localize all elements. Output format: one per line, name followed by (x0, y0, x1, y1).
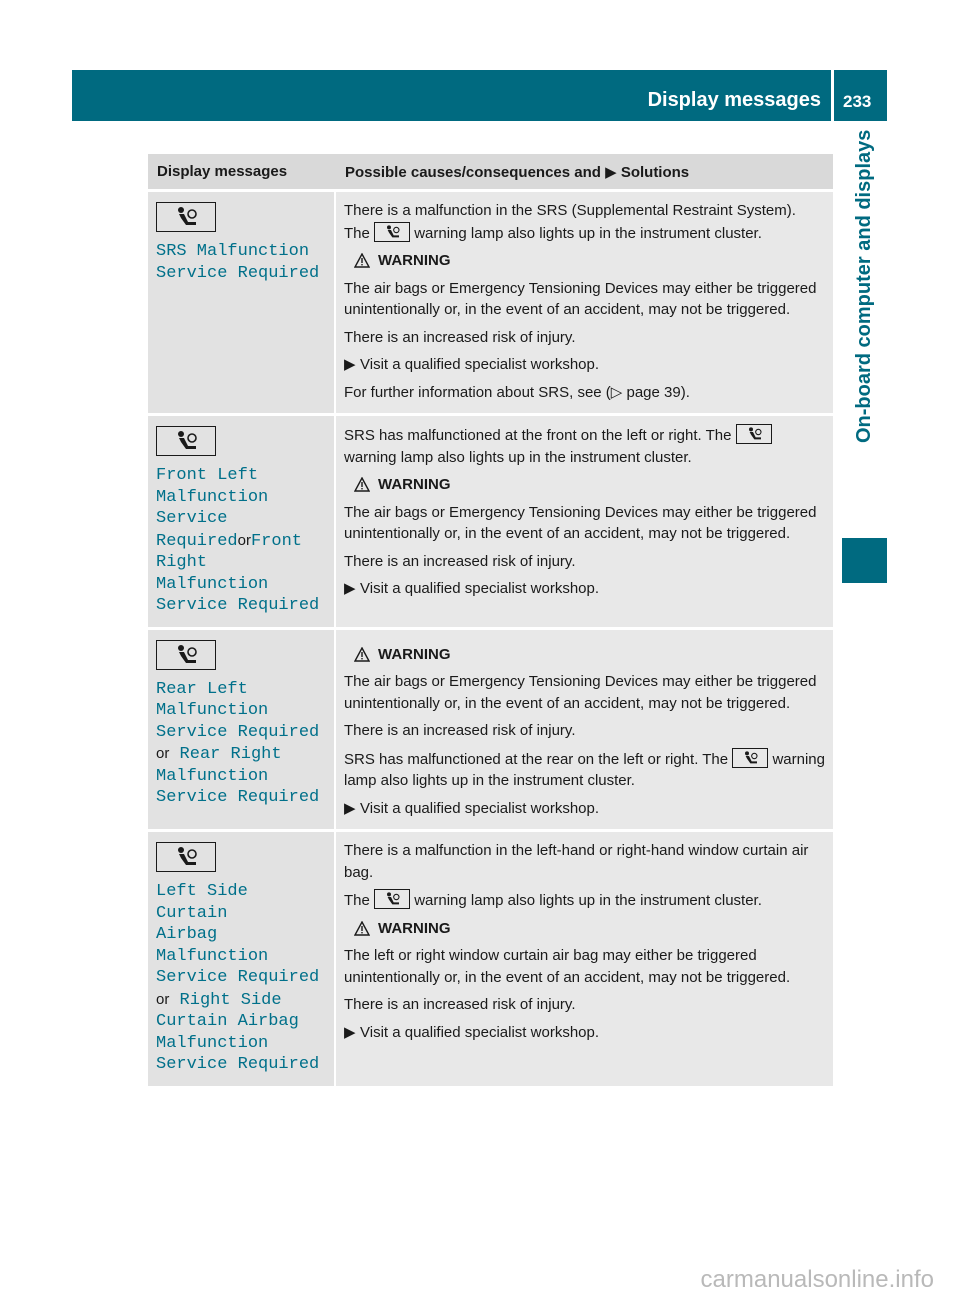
watermark: carmanualsonline.info (700, 1266, 934, 1293)
display-message-line: Left Side Curtain (156, 882, 248, 923)
cause-text: warning lamp also lights up in the instrument cluster. (414, 224, 762, 242)
message-cell (148, 832, 334, 1086)
cause-text: There is a malfunction in the SRS (Supplemental Restraint System). The (344, 202, 796, 242)
airbag-icon (156, 842, 216, 872)
airbag-icon (156, 202, 216, 232)
warning-text: The air bags or Emergency Tensioning Devices may either be triggered unintentionally or, in the event of an accident, may not be triggered. (344, 503, 817, 542)
display-message-line: Malfunction (156, 701, 269, 720)
display-message-line: Right Malfunction (156, 553, 269, 594)
arrow-right-icon: ▶ (344, 356, 356, 373)
warning-text: There is an increased risk of injury. (344, 328, 576, 346)
warning-text: The left or right window curtain air bag may either be triggered unintentionally or, in the event of an accident, may not be triggered. (344, 947, 791, 986)
display-message-line: or Right Side (156, 990, 282, 1010)
display-message-line: Malfunction (156, 1033, 269, 1053)
header-divider (831, 70, 834, 121)
display-message-line: Service Required (156, 968, 320, 987)
airbag-icon (374, 889, 410, 909)
page-number: 233 (843, 92, 872, 111)
warning-text: There is an increased risk of injury. (344, 552, 576, 570)
warning-text: The air bags or Emergency Tensioning Devices may either be triggered unintentionally or, in the event of an accident, may not be triggered. (344, 673, 817, 712)
page-header-bar (72, 70, 887, 121)
table-row (148, 627, 833, 830)
cause-text: SRS has malfunctioned at the front on the left or right. The (344, 427, 732, 444)
warning-triangle-icon (354, 647, 370, 662)
display-messages-table (148, 154, 833, 1086)
display-message-line: Service (156, 509, 228, 528)
warning-heading: WARNING (354, 250, 825, 272)
column-header-messages: Display messages (157, 163, 288, 180)
cause-text: There is a malfunction in the left-hand or right-hand window curtain air bag. (344, 842, 809, 881)
table-row (148, 829, 833, 1086)
solution-step: ▶ Visit a qualified specialist workshop. (344, 798, 825, 820)
side-tab (842, 130, 887, 580)
solution-cell (336, 832, 833, 1086)
page-title: Display messages (647, 89, 821, 111)
warning-triangle-icon (354, 253, 370, 268)
table-row (148, 413, 833, 627)
warning-text: There is an increased risk of injury. (344, 722, 576, 739)
cause-text: The (344, 892, 370, 909)
message-cell (148, 192, 334, 413)
display-message-line: RequiredorFront (156, 531, 302, 551)
solution-step: ▶ Visit a qualified specialist workshop. (344, 354, 825, 376)
cause-text: warning lamp also lights up in the instrument cluster. (414, 892, 762, 909)
display-message-line: SRS Malfunction (156, 242, 310, 261)
message-cell (148, 630, 334, 830)
arrow-right-icon: ▶ (344, 799, 356, 817)
side-tab-label: On-board computer and displays (853, 130, 875, 444)
display-message-line: Rear Left (156, 679, 248, 699)
solution-cell (336, 630, 833, 830)
display-message-line: Airbag Malfunction (156, 925, 269, 966)
airbag-icon (374, 222, 410, 242)
solution-cell (336, 416, 833, 627)
warning-heading: WARNING (354, 918, 825, 940)
warning-text: The air bags or Emergency Tensioning Devices may either be triggered unintentionally or, in the event of an accident, may not be triggered. (344, 279, 817, 318)
column-header-solutions: Possible causes/consequences and ▶ Solutions (345, 163, 690, 181)
warning-heading: WARNING (354, 474, 825, 496)
warning-triangle-icon (354, 477, 370, 492)
display-message-line: Malfunction (156, 766, 269, 786)
solution-step: ▶ Visit a qualified specialist workshop. (344, 578, 825, 600)
table-row (148, 189, 833, 413)
display-message-line: Curtain Airbag (156, 1012, 299, 1031)
display-message-line: Service Required (156, 596, 320, 615)
cause-text: SRS has malfunctioned at the rear on the left or right. The (344, 750, 729, 768)
table-header (148, 154, 833, 189)
display-message-line: Service Required (156, 263, 320, 283)
display-message-line: Service Required (156, 788, 320, 807)
warning-triangle-icon (354, 921, 370, 936)
message-cell (148, 416, 334, 627)
solution-cell (336, 192, 833, 413)
display-message-line: Service Required (156, 1055, 320, 1074)
display-message-line: Malfunction (156, 487, 269, 507)
display-message-line: Front Left (156, 466, 259, 485)
arrow-right-icon: ▶ (344, 580, 356, 597)
display-message-line: Service Required (156, 722, 320, 742)
airbag-icon (732, 748, 768, 768)
warning-heading: WARNING (354, 644, 825, 666)
airbag-icon (736, 424, 772, 444)
solution-step: ▶ Visit a qualified specialist workshop. (344, 1022, 825, 1044)
display-message-line: or Rear Right (156, 745, 282, 764)
airbag-icon (156, 426, 216, 456)
side-tab-marker (842, 538, 887, 583)
cause-text: warning lamp also lights up in the instrument cluster. (344, 750, 825, 789)
arrow-right-icon: ▶ (344, 1023, 356, 1041)
cause-text: warning lamp also lights up in the instrument cluster. (344, 448, 692, 466)
warning-text: There is an increased risk of injury. (344, 996, 576, 1013)
reference-text: For further information about SRS, see (▷ page 39). (344, 383, 690, 401)
airbag-icon (156, 640, 216, 670)
